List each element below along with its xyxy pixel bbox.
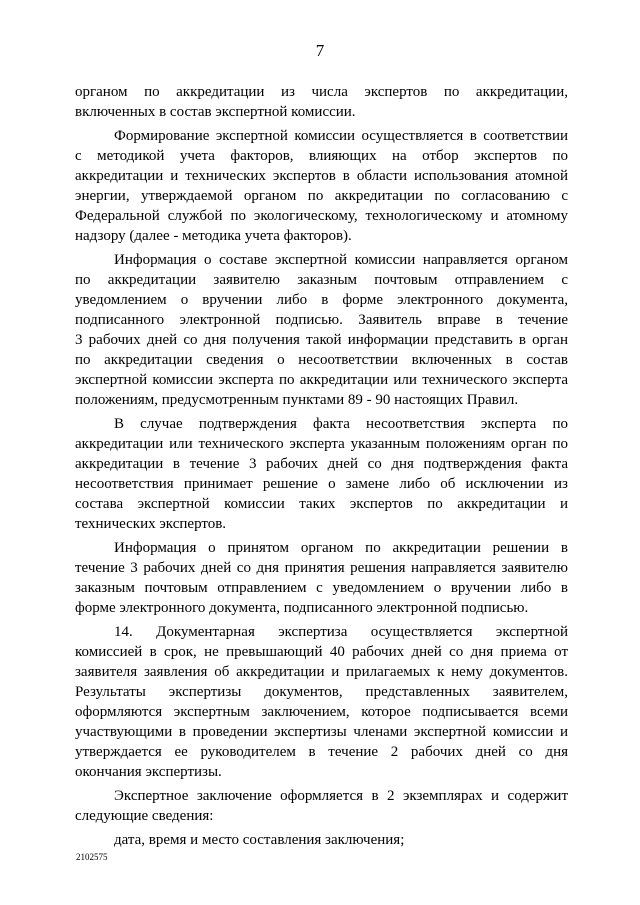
text-line: включенных в состав экспертной комиссии. — [75, 104, 356, 120]
text-line: комиссией в срок, не превышающий 40 рабочих дней со дня приема от — [75, 644, 568, 660]
text-line: Информация о составе экспертной комиссии направляется органом — [114, 252, 568, 268]
text-line: Федеральной службой по экологическому, технологическому и атомному — [75, 208, 568, 224]
text-line: дата, время и место составления заключения; — [114, 832, 405, 848]
text-line: утверждается ее руководителем в течение 2 рабочих дней со дня — [75, 744, 568, 760]
text-line: Результаты экспертизы документов, представленных заявителем, — [75, 684, 568, 700]
text-line: оформляются экспертным заключением, которое подписывается всеми — [75, 704, 568, 720]
document-code: 2102575 — [76, 852, 108, 862]
text-line: Экспертное заключение оформляется в 2 экземплярах и содержит — [114, 788, 568, 804]
text-line: аккредитации или технического эксперта указанным положениям орган по — [75, 436, 568, 452]
text-line: следующие сведения: — [75, 808, 214, 824]
text-line: технических экспертов. — [75, 516, 227, 532]
text-line: экспертной комиссии эксперта по аккредитации или технического эксперта — [75, 372, 568, 388]
text-line: положениям, предусмотренным пунктами 89 - 90 настоящих Правил. — [75, 392, 519, 408]
text-line: 3 рабочих дней со дня получения такой информации представить в орган — [75, 332, 568, 348]
text-line: 14. Документарная экспертиза осуществляется экспертной — [114, 624, 568, 640]
text-line: аккредитации в течение 3 рабочих дней со дня подтверждения факта — [75, 456, 568, 472]
text-line: течение 3 рабочих дней со дня принятия решения направляется заявителю — [75, 560, 568, 576]
text-line: В случае подтверждения факта несоответствия эксперта по — [114, 416, 568, 432]
text-line: Формирование экспертной комиссии осуществляется в соответствии — [114, 128, 568, 144]
text-line: заявителя заявления об аккредитации и прилагаемых к нему документов. — [75, 664, 568, 680]
text-line: заказным почтовым отправлением с уведомлением о вручении либо в — [75, 580, 568, 596]
text-line: участвующими в проведении экспертизы членами экспертной комиссии и — [75, 724, 568, 740]
text-line: надзору (далее - методика учета факторов). — [75, 228, 352, 244]
page-number: 7 — [315, 41, 325, 60]
text-line: органом по аккредитации из числа экспертов по аккредитации, — [75, 84, 568, 100]
text-line: по аккредитации сведения о несоответствии включенных в состав — [75, 352, 568, 368]
text-line: Информация о принятом органом по аккредитации решении в — [114, 540, 568, 556]
text-line: уведомлением о вручении либо в форме электронного документа, — [75, 292, 568, 308]
text-line: несоответствия принимает решение о замене либо об исключении из — [75, 476, 568, 492]
text-line: подписанного электронной подписью. Заявитель вправе в течение — [75, 312, 568, 328]
text-line: энергии, утверждаемой органом по аккредитации по согласованию с — [75, 188, 568, 204]
text-line: форме электронного документа, подписанного электронной подписью. — [75, 600, 529, 616]
text-line: по аккредитации заявителю заказным почтовым отправлением с — [75, 272, 568, 288]
text-line: окончания экспертизы. — [75, 764, 222, 780]
text-line: с методикой учета факторов, влияющих на отбор экспертов по — [75, 148, 568, 164]
text-line: состава экспертной комиссии таких экспертов по аккредитации и — [75, 496, 568, 512]
text-line: аккредитации и технических экспертов в области использования атомной — [75, 168, 568, 184]
